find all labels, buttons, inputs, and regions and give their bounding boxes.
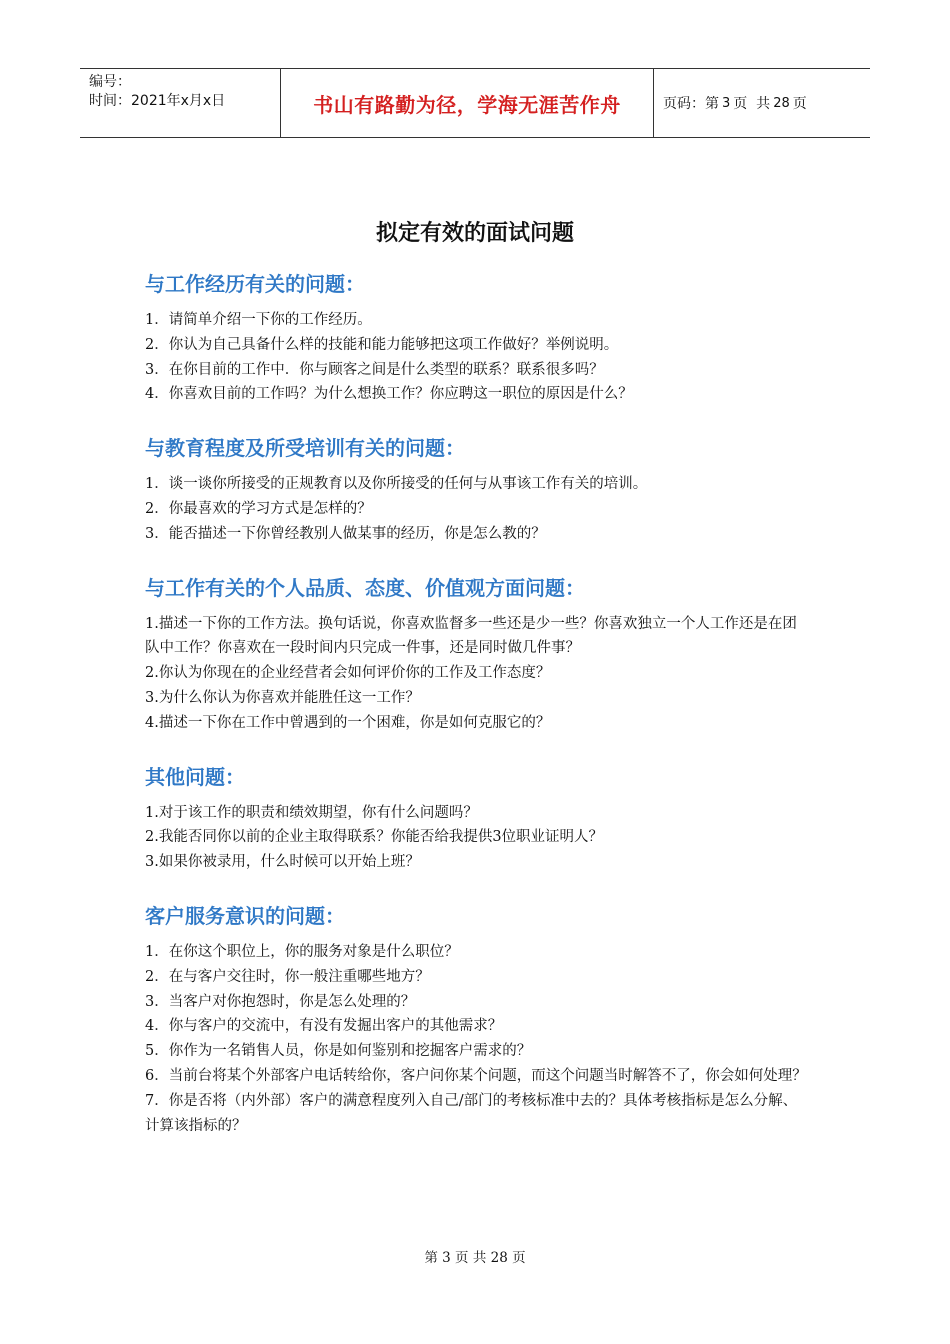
section-heading: 与工作经历有关的问题：: [145, 272, 365, 296]
document-title: 拟定有效的面试问题: [375, 221, 574, 246]
section: [145, 432, 810, 546]
header-table: [80, 68, 870, 138]
section-heading: 其他问题：: [145, 764, 245, 789]
question-item: 6．当前台将某个外部客户电话转给你，客户问你某个问题，而这个问题当时解答不了，你会如何处理？: [145, 1067, 807, 1084]
header-page-info: [654, 69, 870, 137]
question-item: 2．在与客户交往时，你一般注重哪些地方？: [145, 968, 430, 985]
section: [145, 572, 810, 736]
question-item: 3．能否描述一下你曾经教别人做某事的经历，你是怎么教的？: [145, 525, 546, 542]
question-item: 2．你最喜欢的学习方式是怎样的？: [145, 500, 372, 517]
section: [145, 268, 810, 407]
question-item: 1．在你这个职位上，你的服务对象是什么职位？: [145, 943, 459, 960]
number-label: 编号：: [89, 74, 131, 90]
section-heading: 与教育程度及所受培训有关的问题：: [145, 436, 465, 461]
page-number: 3: [722, 95, 731, 111]
question-item: 1．请简单介绍一下你的工作经历。: [145, 312, 372, 328]
question-item: 7．你是否将（内外部）客户的满意程度列入自己/部门的考核标准中去的？具体考核指标是怎么分解、计算该指标的？: [145, 1092, 798, 1134]
document-body: [145, 268, 810, 1138]
header-motto: 书山有路勤为径，学海无涯苦作舟: [313, 92, 621, 117]
question-item: 1．谈一谈你所接受的正规教育以及你所接受的任何与从事该工作有关的培训。: [145, 476, 648, 493]
question-item: 3.为什么你认为你喜欢并能胜任这一工作？: [145, 689, 420, 706]
question-item: 2．你认为自己具备什么样的技能和能力能够把这项工作做好？举例说明。: [145, 336, 619, 353]
question-item: 4.描述一下你在工作中曾遇到的一个困难，你是如何克服它的？: [145, 714, 551, 731]
question-item: 5．你作为一名销售人员，你是如何鉴别和挖掘客户需求的？: [145, 1043, 532, 1060]
header-meta: [80, 69, 281, 137]
page-suffix: 页: [792, 96, 807, 112]
section: [145, 900, 810, 1138]
section: [145, 761, 810, 875]
question-item: 1.对于该工作的职责和绩效期望，你有什么问题吗？: [145, 804, 478, 821]
question-item: 3．当客户对你抱怨时，你是怎么处理的？: [145, 993, 416, 1010]
question-item: 4．你喜欢目前的工作吗？为什么想换工作？你应聘这一职位的原因是什么？: [145, 386, 633, 403]
question-item: 2.你认为你现在的企业经营者会如何评价你的工作及工作态度？: [145, 665, 551, 682]
question-item: 2.我能否同你以前的企业主取得联系？你能否给我提供3位职业证明人？: [145, 829, 604, 846]
header-motto-cell: [281, 69, 654, 137]
question-item: 3.如果你被录用，什么时候可以开始上班？: [145, 854, 420, 871]
page-total: 28: [773, 95, 790, 111]
section-heading: 客户服务意识的问题：: [145, 903, 345, 928]
question-item: 4．你与客户的交流中，有没有发掘出客户的其他需求？: [145, 1018, 503, 1035]
page-footer: 第 3 页 共 28 页: [424, 1250, 526, 1266]
page-prefix: 页码：第: [663, 96, 719, 112]
page-mid: 页 共: [733, 96, 771, 112]
question-item: 1.描述一下你的工作方法。换句话说，你喜欢监督多一些还是少一些？你喜欢独立一个人工作还是在团队中工作？你喜欢在一段时间内只完成一件事，还是同时做几件事？: [145, 615, 797, 657]
question-item: 3．在你目前的工作中．你与顾客之间是什么类型的联系？联系很多吗？: [145, 361, 604, 378]
time-label: 时间：2021年x月x日: [89, 93, 226, 109]
section-heading: 与工作有关的个人品质、态度、价值观方面问题：: [145, 575, 585, 600]
